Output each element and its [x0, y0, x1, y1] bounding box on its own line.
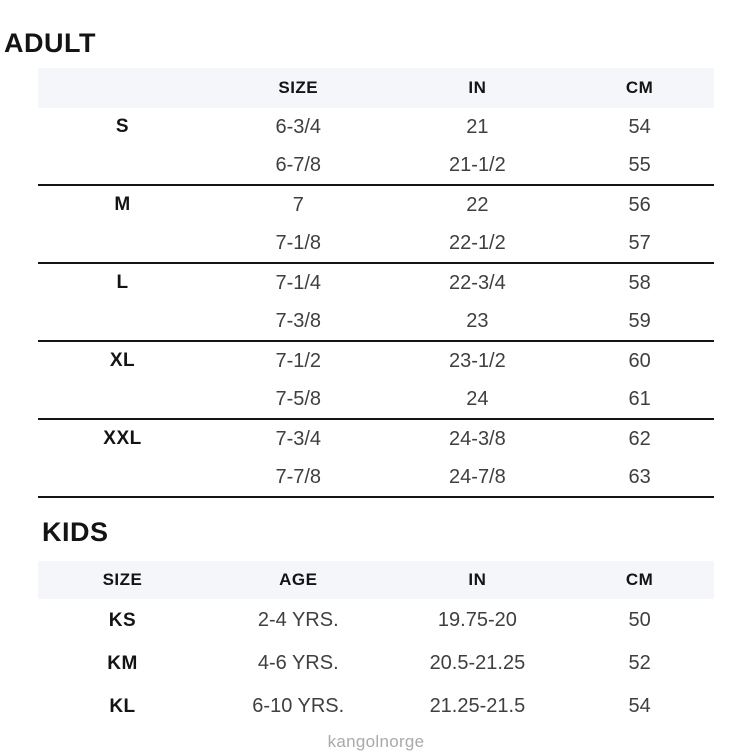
table-row — [38, 642, 714, 685]
table-row — [38, 380, 714, 418]
adult-size-group-xxl — [38, 420, 714, 498]
cm-cell: 58 — [628, 271, 651, 294]
size-label: KS — [108, 609, 137, 631]
table-row — [38, 302, 714, 340]
inches-cell: 22-3/4 — [449, 271, 506, 294]
inches-cell: 21-1/2 — [449, 153, 506, 176]
table-row — [38, 224, 714, 262]
hat-size-cell: 7-3/8 — [275, 309, 322, 332]
inches-cell: 24-3/8 — [449, 427, 506, 450]
column-header-size: SIZE — [102, 570, 143, 589]
kids-section-title: KIDS — [42, 517, 109, 547]
cm-cell: 57 — [628, 231, 651, 254]
size-label: L — [116, 272, 129, 293]
cm-cell: 60 — [628, 349, 651, 372]
size-label: S — [115, 116, 130, 137]
column-header-cm: CM — [625, 78, 654, 97]
cm-cell: 54 — [628, 695, 651, 717]
inches-cell: 23 — [466, 309, 489, 332]
table-row — [38, 186, 714, 224]
hat-size-cell: 7-1/2 — [275, 349, 322, 372]
inches-cell: 22 — [466, 193, 489, 216]
table-row — [38, 264, 714, 302]
age-cell: 6-10 YRS. — [252, 695, 345, 717]
size-label: XXL — [103, 428, 142, 449]
hat-size-cell: 7-5/8 — [275, 387, 322, 410]
table-row — [38, 108, 714, 146]
size-label: XL — [109, 350, 136, 371]
size-label: KL — [109, 695, 136, 717]
cm-cell: 52 — [628, 652, 651, 674]
cm-cell: 55 — [628, 153, 651, 176]
column-header-in: IN — [468, 78, 487, 97]
column-header-size: SIZE — [278, 78, 319, 97]
inches-cell: 21 — [466, 115, 489, 138]
adult-size-table — [38, 68, 714, 498]
inches-cell: 21.25-21.5 — [429, 695, 526, 717]
hat-size-cell: 7-7/8 — [275, 465, 322, 488]
hat-size-cell: 6-3/4 — [275, 115, 322, 138]
column-header-cm: CM — [625, 570, 654, 589]
inches-cell: 22-1/2 — [449, 231, 506, 254]
inches-cell: 20.5-21.25 — [429, 652, 526, 674]
table-row — [38, 420, 714, 458]
adult-size-group-m — [38, 186, 714, 264]
cm-cell: 62 — [628, 427, 651, 450]
cm-cell: 61 — [628, 387, 651, 410]
table-row — [38, 685, 714, 728]
table-row — [38, 342, 714, 380]
adult-size-group-l — [38, 264, 714, 342]
column-header-age: AGE — [279, 570, 318, 589]
adult-section-title: ADULT — [4, 28, 96, 58]
cm-cell: 59 — [628, 309, 651, 332]
adult-size-group-xl — [38, 342, 714, 420]
table-row — [38, 458, 714, 496]
cm-cell: 50 — [628, 609, 651, 631]
adult-size-group-s — [38, 108, 714, 186]
adult-table-header-row — [38, 68, 714, 108]
inches-cell: 23-1/2 — [449, 349, 506, 372]
hat-size-cell: 7-1/4 — [275, 271, 322, 294]
age-cell: 4-6 YRS. — [257, 652, 339, 674]
table-row — [38, 599, 714, 642]
size-label: M — [114, 194, 131, 215]
cm-cell: 63 — [628, 465, 651, 488]
size-label: KM — [107, 652, 138, 674]
hat-size-cell: 7 — [292, 193, 304, 216]
cm-cell: 56 — [628, 193, 651, 216]
age-cell: 2-4 YRS. — [257, 609, 339, 631]
inches-cell: 19.75-20 — [437, 609, 517, 631]
inches-cell: 24-7/8 — [449, 465, 506, 488]
kids-table-header-row — [38, 561, 714, 599]
kids-size-table — [38, 561, 714, 750]
hat-size-cell: 7-1/8 — [275, 231, 322, 254]
hat-size-cell: 7-3/4 — [275, 427, 322, 450]
table-row — [38, 146, 714, 184]
inches-cell: 24 — [466, 387, 489, 410]
hat-size-cell: 6-7/8 — [275, 153, 322, 176]
column-header-in: IN — [468, 570, 487, 589]
cm-cell: 54 — [628, 115, 651, 138]
brand-footer-link[interactable]: kangolnorge — [327, 732, 425, 751]
